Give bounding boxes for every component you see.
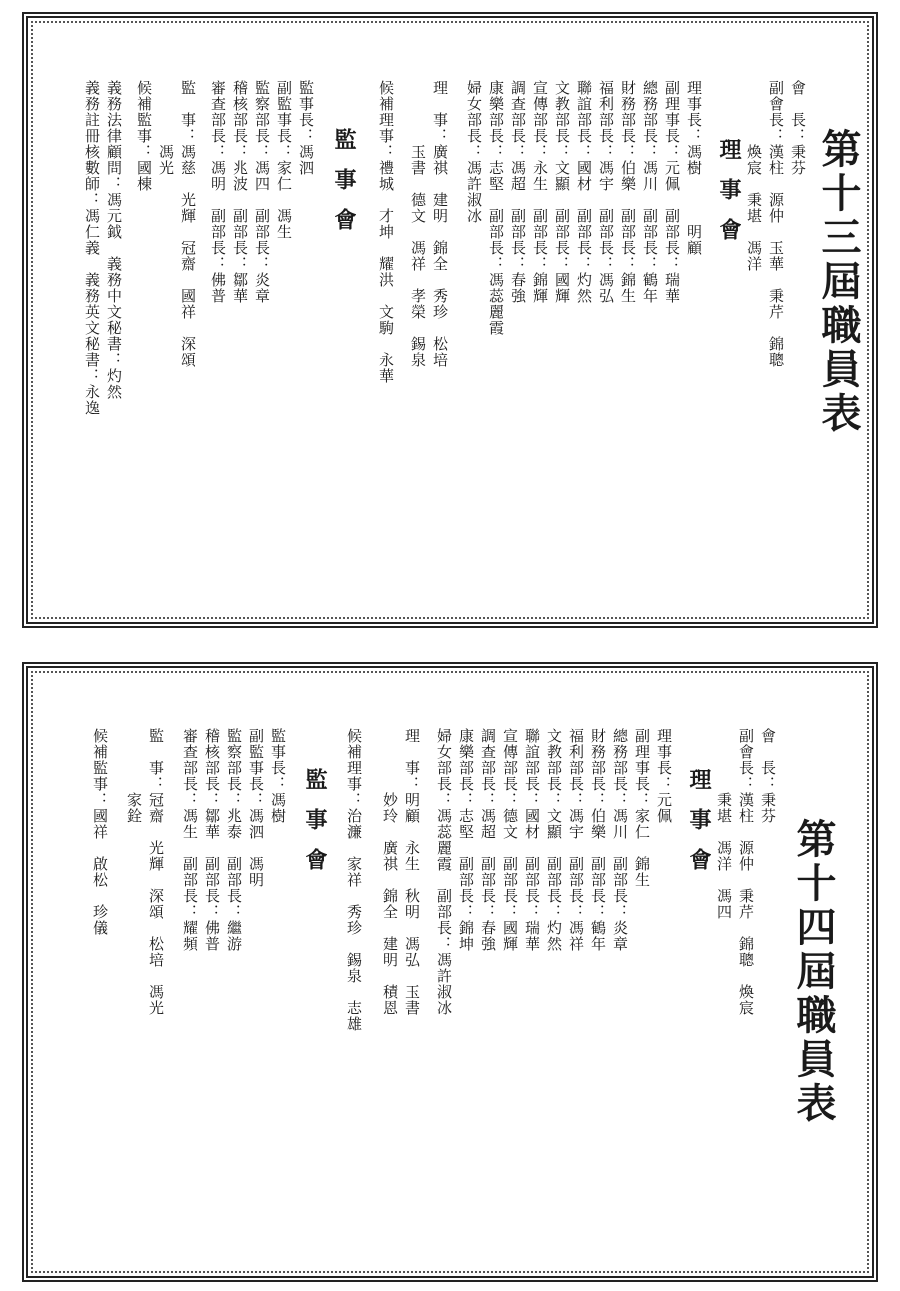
entry-col: 監事長：馮泗 [297, 80, 315, 176]
entry-col: 文教部長：文顯 副部長：灼然 [545, 728, 563, 952]
roster-panel-13th [22, 12, 878, 628]
page-title: 第十三屆職員表 [815, 128, 862, 436]
entry-col: 候補理事：治濂 家祥 秀珍 錫泉 志雄 [345, 728, 363, 1032]
entry-col: 會 長：秉芬 [789, 80, 807, 176]
entry-col: 監察部長：馮四 副部長：炎章 [253, 80, 271, 304]
council-heading: 理事會 [686, 768, 712, 888]
entry-col: 稽核部長：鄒華 副部長：佛普 [203, 728, 221, 952]
entry-col: 審查部長：馮生 副部長：耀頻 [181, 728, 199, 952]
entry-col: 副會長：漢柱 源仲 玉華 秉芹 錦聰 [767, 80, 785, 368]
entry-col: 理事長：馮樹 明顧 [685, 80, 703, 256]
supervisor-heading: 監事會 [331, 128, 357, 248]
entry-col: 馮光 [157, 80, 175, 176]
entry-col: 家銓 [125, 728, 143, 824]
entry-col: 調查部長：馮超 副部長：春強 [509, 80, 527, 304]
entry-col: 理事長：元佩 [655, 728, 673, 824]
entry-col: 監察部長：兆泰 副部長：繼游 [225, 728, 243, 952]
entry-col: 稽核部長：兆波 副部長：鄒華 [231, 80, 249, 304]
entry-col: 副監事長：家仁 馮生 [275, 80, 293, 240]
entry-col: 副理事長：元佩 副部長：瑞華 [663, 80, 681, 304]
entry-col: 總務部長：馮川 副部長：鶴年 [641, 80, 659, 304]
entry-col: 監 事：冠齋 光輝 深頌 松培 馮光 [147, 728, 165, 1016]
entry-col: 理 事：廣祺 建明 錦全 秀珍 松培 [431, 80, 449, 368]
entry-col: 福利部長：馮宇 副部長：馮弘 [597, 80, 615, 304]
entry-col: 文教部長：文顯 副部長：國輝 [553, 80, 571, 304]
entry-col: 聯誼部長：國材 副部長：灼然 [575, 80, 593, 304]
roster-panel-14th [22, 662, 878, 1282]
entry-col: 監事長：馮樹 [269, 728, 287, 824]
entry-col: 副監事長：馮泗 馮明 [247, 728, 265, 888]
entry-col: 副會長：漢柱 源仲 秉芹 錦聰 煥宸 [737, 728, 755, 1016]
entry-col: 監 事：馮慈 光輝 冠齋 國祥 深頌 [179, 80, 197, 368]
entry-col: 副理事長：家仁 錦生 [633, 728, 651, 888]
supervisor-heading: 監事會 [302, 768, 328, 888]
entry-col: 康樂部長：志堅 副部長：錦坤 [457, 728, 475, 952]
entry-col: 福利部長：馮宇 副部長：馮祥 [567, 728, 585, 952]
entry-col: 理 事：明顧 永生 秋明 馮弘 玉書 [403, 728, 421, 1016]
entry-col: 候補理事：禮城 才坤 耀洪 文駒 永華 [377, 80, 395, 384]
entry-col: 婦女部長：馮蕊麗霞 副部長：馮許淑冰 [435, 728, 453, 1016]
entry-col: 調查部長：馮超 副部長：春強 [479, 728, 497, 952]
council-heading: 理事會 [716, 138, 742, 258]
entry-col: 宣傳部長：德文 副部長：國輝 [501, 728, 519, 952]
entry-col: 候補監事：國祥 啟松 珍儀 [91, 728, 109, 936]
entry-col: 婦女部長：馮許淑冰 [465, 80, 483, 224]
entry-col: 宣傳部長：永生 副部長：錦輝 [531, 80, 549, 304]
entry-col: 康樂部長：志堅 副部長：馮蕊麗霞 [487, 80, 505, 336]
entry-col: 財務部長：伯樂 副部長：錦生 [619, 80, 637, 304]
entry-col: 聯誼部長：國材 副部長：瑞華 [523, 728, 541, 952]
entry-col: 秉堪 馮洋 馮四 [715, 728, 733, 920]
entry-col: 會 長：秉芬 [759, 728, 777, 824]
entry-col: 義務法律顧問：馮元鉞 義務中文秘書：灼然 [105, 80, 123, 400]
entry-col: 總務部長：馮川 副部長：炎章 [611, 728, 629, 952]
entry-col: 玉書 德文 馮祥 孝榮 錫泉 [409, 80, 427, 368]
page-title: 第十四屆職員表 [790, 818, 837, 1126]
entry-col: 妙玲 廣祺 錦全 建明 積恩 [381, 728, 399, 1016]
entry-col: 財務部長：伯樂 副部長：鶴年 [589, 728, 607, 952]
entry-col: 候補監事：國棟 [135, 80, 153, 192]
entry-col: 審查部長：馮明 副部長：佛普 [209, 80, 227, 304]
entry-col: 義務註冊核數師：馮仁義 義務英文秘書：永逸 [83, 80, 101, 416]
entry-col: 煥宸 秉堪 馮洋 [745, 80, 763, 272]
